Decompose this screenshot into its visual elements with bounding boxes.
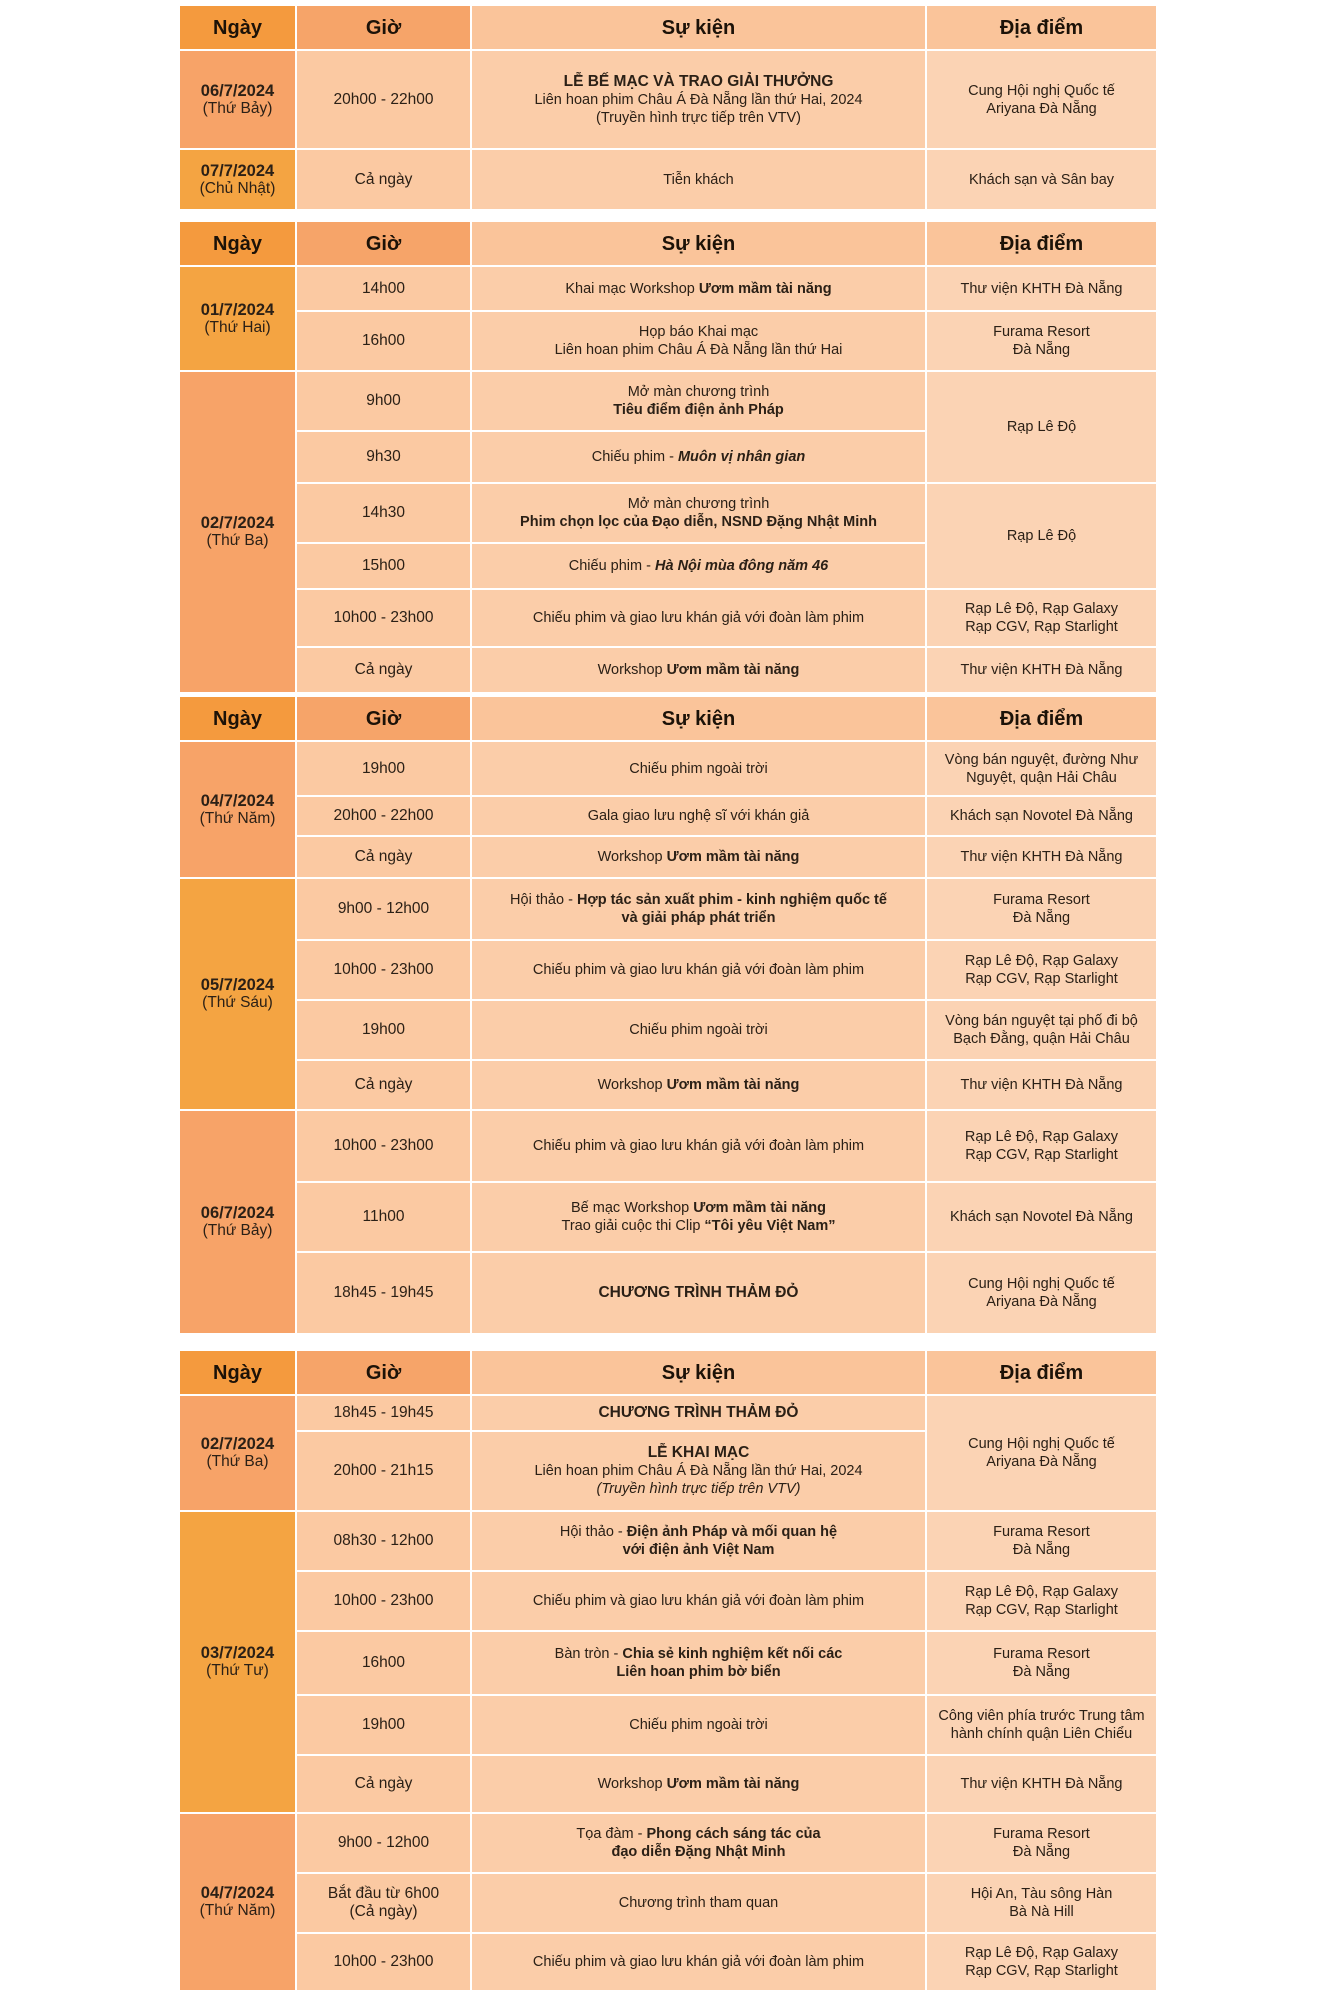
event-text: Liên hoan phim bờ biển <box>616 1664 781 1680</box>
time-cell: Bắt đầu từ 6h00 (Cả ngày) <box>296 1873 471 1933</box>
location-cell: Thư viện KHTH Đà Nẵng <box>926 266 1157 311</box>
header-time: Giờ <box>296 696 471 741</box>
time-cell: 11h00 <box>296 1182 471 1252</box>
event-text: Chiếu phim - <box>591 449 678 465</box>
time-cell: 9h00 - 12h00 <box>296 1813 471 1873</box>
event-line <box>478 609 919 627</box>
event-text: Chia sẻ kinh nghiệm kết nối các <box>622 1646 843 1662</box>
location-cell: Hội An, Tàu sông Hàn Bà Nà Hill <box>926 1873 1157 1933</box>
event-line <box>478 1894 919 1912</box>
location-cell: Thư viện KHTH Đà Nẵng <box>926 1060 1157 1110</box>
event-text: Tiêu điểm điện ảnh Pháp <box>613 402 784 418</box>
time-cell: 10h00 - 23h00 <box>296 1571 471 1631</box>
event-line <box>478 1137 919 1155</box>
table-row <box>179 1252 1157 1334</box>
time-cell: 19h00 <box>296 741 471 796</box>
event-text: Phim chọn lọc của Đạo diễn, NSND Đặng Nhật Minh <box>520 514 877 530</box>
day-cell <box>179 878 296 1110</box>
schedule-table <box>178 4 1158 211</box>
event-cell <box>471 1755 926 1813</box>
time-cell: 19h00 <box>296 1695 471 1755</box>
event-line <box>478 1404 919 1422</box>
event-cell <box>471 741 926 796</box>
day-cell <box>179 1395 296 1511</box>
table-row <box>179 1000 1157 1060</box>
time-cell: Cả ngày <box>296 836 471 878</box>
event-line <box>478 1480 919 1498</box>
event-line <box>478 280 919 298</box>
day-date: 06/7/2024 <box>200 1204 275 1222</box>
location-cell: Rạp Lê Độ, Rạp Galaxy Rạp CGV, Rạp Starlight <box>926 1571 1157 1631</box>
day-cell <box>179 371 296 693</box>
header-time: Giờ <box>296 221 471 266</box>
event-text: Bàn tròn - <box>554 1646 623 1662</box>
event-text: “Tôi yêu Việt Nam” <box>704 1218 836 1234</box>
table-row <box>179 741 1157 796</box>
event-cell <box>471 1631 926 1695</box>
event-text: Chiếu phim ngoài trời <box>629 1022 768 1038</box>
location-cell: Thư viện KHTH Đà Nẵng <box>926 647 1157 693</box>
event-line <box>478 1199 919 1217</box>
event-text: Chiếu phim - <box>568 558 655 574</box>
event-text: Liên hoan phim Châu Á Đà Nẵng lần thứ Hai <box>554 342 843 358</box>
table-row <box>179 371 1157 431</box>
day-weekday: (Thứ Năm) <box>199 809 276 827</box>
event-text: Chương trình tham quan <box>618 1895 779 1911</box>
location-cell: Rạp Lê Độ <box>926 483 1157 589</box>
table-row <box>179 1933 1157 1991</box>
location-cell: Cung Hội nghị Quốc tế Ariyana Đà Nẵng <box>926 1252 1157 1334</box>
event-cell <box>471 1431 926 1511</box>
time-cell: Cả ngày <box>296 647 471 693</box>
day-weekday: (Thứ Ba) <box>206 532 269 549</box>
location-cell: Vòng bán nguyệt tại phố đi bộ Bạch Đằng, quận Hải Châu <box>926 1000 1157 1060</box>
event-text: LỄ KHAI MẠC <box>647 1444 750 1461</box>
time-cell: 10h00 - 23h00 <box>296 1933 471 1991</box>
day-date: 02/7/2024 <box>200 514 275 532</box>
day-weekday: (Thứ Ba) <box>206 1453 269 1470</box>
event-cell <box>471 1511 926 1571</box>
event-cell <box>471 647 926 693</box>
location-cell: Cung Hội nghị Quốc tế Ariyana Đà Nẵng <box>926 1395 1157 1511</box>
table-header-row <box>179 696 1157 741</box>
location-cell: Furama Resort Đà Nẵng <box>926 1631 1157 1695</box>
header-location: Địa điểm <box>926 5 1157 50</box>
time-cell: Cả ngày <box>296 149 471 210</box>
event-line <box>478 448 919 466</box>
header-event: Sự kiện <box>471 696 926 741</box>
event-cell <box>471 1813 926 1873</box>
time-cell: 08h30 - 12h00 <box>296 1511 471 1571</box>
day-date: 05/7/2024 <box>200 976 275 994</box>
event-text: với điện ảnh Việt Nam <box>622 1542 775 1558</box>
event-text: Hợp tác sản xuất phim - kinh nghiệm quốc tế <box>576 892 887 908</box>
location-cell: Vòng bán nguyệt, đường Như Nguyệt, quận Hải Châu <box>926 741 1157 796</box>
event-text: Chiếu phim ngoài trời <box>629 760 768 777</box>
event-line <box>478 109 919 127</box>
event-line <box>478 1843 919 1861</box>
event-text: Hội thảo - <box>559 1524 627 1540</box>
event-line <box>478 961 919 979</box>
event-text: Chiếu phim và giao lưu khán giả với đoàn làm phim <box>532 1954 865 1970</box>
table-row <box>179 1110 1157 1182</box>
time-cell: 20h00 - 21h15 <box>296 1431 471 1511</box>
table-row <box>179 878 1157 940</box>
table-row <box>179 796 1157 836</box>
time-cell: 20h00 - 22h00 <box>296 796 471 836</box>
event-text: Khai mạc Workshop <box>565 280 699 297</box>
table-header-row <box>179 5 1157 50</box>
event-text: Tiễn khách <box>663 171 734 188</box>
event-line <box>478 1021 919 1039</box>
event-line <box>478 909 919 927</box>
event-line <box>478 661 919 679</box>
location-cell: Cung Hội nghị Quốc tế Ariyana Đà Nẵng <box>926 50 1157 149</box>
location-cell: Rạp Lê Độ, Rạp Galaxy Rạp CGV, Rạp Starlight <box>926 589 1157 647</box>
event-cell <box>471 1252 926 1334</box>
event-line <box>478 91 919 109</box>
day-date: 04/7/2024 <box>200 791 275 810</box>
location-cell: Công viên phía trước Trung tâm hành chính quận Liên Chiểu <box>926 1695 1157 1755</box>
day-weekday: (Thứ Hai) <box>204 318 271 336</box>
time-cell: 10h00 - 23h00 <box>296 1110 471 1182</box>
event-text: Chiếu phim và giao lưu khán giả với đoàn làm phim <box>532 1593 865 1609</box>
day-weekday: (Chủ Nhật) <box>199 179 276 197</box>
time-cell: 10h00 - 23h00 <box>296 589 471 647</box>
table-row <box>179 940 1157 1000</box>
event-line <box>478 557 919 575</box>
event-text: Ươm mầm tài năng <box>666 1776 800 1792</box>
event-line <box>478 1645 919 1663</box>
table-row <box>179 1695 1157 1755</box>
header-day: Ngày <box>179 221 296 266</box>
table-row <box>179 266 1157 311</box>
time-cell: Cả ngày <box>296 1060 471 1110</box>
day-weekday: (Thứ Sáu) <box>202 994 273 1011</box>
event-text: Tọa đàm - <box>576 1826 647 1842</box>
event-cell <box>471 1182 926 1252</box>
event-cell <box>471 940 926 1000</box>
header-event: Sự kiện <box>471 5 926 50</box>
event-cell <box>471 371 926 431</box>
day-date: 06/7/2024 <box>200 81 275 100</box>
table-row <box>179 1813 1157 1873</box>
table-row <box>179 1182 1157 1252</box>
event-text: Workshop <box>597 849 667 865</box>
event-text: Ươm mầm tài năng <box>666 1077 800 1093</box>
event-cell <box>471 1060 926 1110</box>
table-row <box>179 1060 1157 1110</box>
location-cell: Rạp Lê Độ, Rạp Galaxy Rạp CGV, Rạp Starlight <box>926 1110 1157 1182</box>
event-line <box>478 1217 919 1235</box>
event-cell <box>471 1695 926 1755</box>
location-cell: Khách sạn Novotel Đà Nẵng <box>926 1182 1157 1252</box>
time-cell: 9h00 <box>296 371 471 431</box>
event-cell <box>471 1933 926 1991</box>
event-line <box>478 341 919 359</box>
event-text: Workshop <box>597 662 667 678</box>
table-row <box>179 311 1157 371</box>
day-weekday: (Thứ Bảy) <box>202 1222 273 1239</box>
header-day: Ngày <box>179 5 296 50</box>
event-text: Chiếu phim ngoài trời <box>629 1717 768 1733</box>
day-weekday: (Thứ Năm) <box>199 1902 276 1919</box>
location-cell: Rạp Lê Độ, Rạp Galaxy Rạp CGV, Rạp Starlight <box>926 940 1157 1000</box>
location-cell: Furama Resort Đà Nẵng <box>926 1813 1157 1873</box>
event-line <box>478 1523 919 1541</box>
event-line <box>478 1716 919 1734</box>
header-location: Địa điểm <box>926 221 1157 266</box>
table-row <box>179 50 1157 149</box>
event-text: Ươm mầm tài năng <box>666 849 800 865</box>
time-cell: 16h00 <box>296 311 471 371</box>
event-text: (Truyền hình trực tiếp trên VTV) <box>596 1481 801 1497</box>
location-cell: Rạp Lê Độ <box>926 371 1157 483</box>
event-cell <box>471 589 926 647</box>
event-line <box>478 1592 919 1610</box>
event-line <box>478 891 919 909</box>
event-cell <box>471 266 926 311</box>
table-row <box>179 589 1157 647</box>
table-row <box>179 1395 1157 1431</box>
event-cell <box>471 311 926 371</box>
event-line <box>478 1076 919 1094</box>
event-text: Bế mạc Workshop <box>571 1200 694 1216</box>
table-row <box>179 1631 1157 1695</box>
event-text: Liên hoan phim Châu Á Đà Nẵng lần thứ Hai, 2024 <box>534 91 863 108</box>
header-event: Sự kiện <box>471 1350 926 1395</box>
event-text: Trao giải cuộc thi Clip <box>561 1218 705 1234</box>
event-text: Hội thảo - <box>510 892 577 908</box>
event-line <box>478 807 919 825</box>
event-line <box>478 73 919 91</box>
event-cell <box>471 50 926 149</box>
event-text: CHƯƠNG TRÌNH THẢM ĐỎ <box>598 1284 799 1301</box>
table-header-row <box>179 221 1157 266</box>
event-line <box>478 401 919 419</box>
event-line <box>478 495 919 513</box>
event-text: Workshop <box>597 1077 667 1093</box>
time-cell: Cả ngày <box>296 1755 471 1813</box>
event-text: LỄ BẾ MẠC VÀ TRAO GIẢI THƯỞNG <box>563 72 834 90</box>
location-cell: Khách sạn Novotel Đà Nẵng <box>926 796 1157 836</box>
table-row <box>179 149 1157 210</box>
event-text: Gala giao lưu nghệ sĩ với khán giả <box>587 808 810 824</box>
location-cell: Thư viện KHTH Đà Nẵng <box>926 836 1157 878</box>
header-event: Sự kiện <box>471 221 926 266</box>
location-cell: Furama Resort Đà Nẵng <box>926 311 1157 371</box>
time-cell: 15h00 <box>296 543 471 589</box>
event-line <box>478 513 919 531</box>
time-cell: 16h00 <box>296 1631 471 1695</box>
event-text: Mở màn chương trình <box>627 496 770 512</box>
location-cell: Rạp Lê Độ, Rạp Galaxy Rạp CGV, Rạp Starlight <box>926 1933 1157 1991</box>
table-row <box>179 836 1157 878</box>
event-text: Chiếu phim và giao lưu khán giả với đoàn làm phim <box>532 610 865 626</box>
table-row <box>179 483 1157 543</box>
header-day: Ngày <box>179 1350 296 1395</box>
event-text: Họp báo Khai mạc <box>638 324 759 340</box>
header-time: Giờ <box>296 1350 471 1395</box>
time-cell: 10h00 - 23h00 <box>296 940 471 1000</box>
day-date: 04/7/2024 <box>200 1884 275 1902</box>
event-line <box>478 1953 919 1971</box>
time-cell: 19h00 <box>296 1000 471 1060</box>
day-cell <box>179 741 296 878</box>
event-text: Workshop <box>597 1776 667 1792</box>
event-line <box>478 171 919 189</box>
schedule-table <box>178 695 1158 1335</box>
event-line <box>478 383 919 401</box>
day-weekday: (Thứ Tư) <box>206 1662 269 1679</box>
event-text: Điện ảnh Pháp và mối quan hệ <box>626 1524 838 1540</box>
time-cell: 18h45 - 19h45 <box>296 1252 471 1334</box>
time-cell: 18h45 - 19h45 <box>296 1395 471 1431</box>
event-text: Chiếu phim và giao lưu khán giả với đoàn làm phim <box>532 962 865 978</box>
event-cell <box>471 1000 926 1060</box>
event-text: Chiếu phim và giao lưu khán giả với đoàn làm phim <box>532 1138 865 1154</box>
time-cell: 9h30 <box>296 431 471 483</box>
event-line <box>478 1541 919 1559</box>
event-cell <box>471 878 926 940</box>
event-line <box>478 1825 919 1843</box>
event-cell <box>471 1110 926 1182</box>
event-line <box>478 1663 919 1681</box>
day-date: 02/7/2024 <box>200 1435 275 1453</box>
event-cell <box>471 543 926 589</box>
header-location: Địa điểm <box>926 1350 1157 1395</box>
location-cell: Khách sạn và Sân bay <box>926 149 1157 210</box>
schedule-table <box>178 1349 1158 1992</box>
table-row <box>179 1755 1157 1813</box>
event-text: Muôn vị nhân gian <box>677 449 806 465</box>
day-cell <box>179 266 296 371</box>
day-cell <box>179 50 296 149</box>
header-day: Ngày <box>179 696 296 741</box>
day-date: 03/7/2024 <box>200 1644 275 1662</box>
time-cell: 14h00 <box>296 266 471 311</box>
day-cell <box>179 1813 296 1991</box>
table-header-row <box>179 1350 1157 1395</box>
table-row <box>179 1511 1157 1571</box>
event-cell <box>471 1571 926 1631</box>
event-text: Phong cách sáng tác của <box>646 1826 821 1842</box>
table-row <box>179 647 1157 693</box>
event-line <box>478 1775 919 1793</box>
event-line <box>478 1444 919 1462</box>
location-cell: Furama Resort Đà Nẵng <box>926 878 1157 940</box>
time-cell: 20h00 - 22h00 <box>296 50 471 149</box>
event-text: Liên hoan phim Châu Á Đà Nẵng lần thứ Hai, 2024 <box>534 1463 863 1479</box>
event-cell <box>471 149 926 210</box>
event-cell <box>471 836 926 878</box>
event-line <box>478 1462 919 1480</box>
time-cell: 9h00 - 12h00 <box>296 878 471 940</box>
event-cell <box>471 483 926 543</box>
event-text: Ươm mầm tài năng <box>666 662 800 678</box>
event-cell <box>471 1395 926 1431</box>
event-text: đạo diễn Đặng Nhật Minh <box>611 1844 786 1860</box>
event-cell <box>471 431 926 483</box>
event-text: và giải pháp phát triển <box>621 910 776 926</box>
table-row <box>179 1873 1157 1933</box>
event-text: Ươm mầm tài năng <box>698 280 832 297</box>
day-cell <box>179 1110 296 1334</box>
day-date: 01/7/2024 <box>200 300 275 319</box>
header-location: Địa điểm <box>926 696 1157 741</box>
event-line <box>478 848 919 866</box>
day-weekday: (Thứ Bảy) <box>202 99 273 117</box>
day-date: 07/7/2024 <box>200 161 275 180</box>
event-text: (Truyền hình trực tiếp trên VTV) <box>596 109 801 126</box>
event-line <box>478 323 919 341</box>
day-cell <box>179 1511 296 1813</box>
event-text: Mở màn chương trình <box>627 384 770 400</box>
location-cell: Thư viện KHTH Đà Nẵng <box>926 1755 1157 1813</box>
event-text: CHƯƠNG TRÌNH THẢM ĐỎ <box>598 1404 799 1421</box>
time-cell: 14h30 <box>296 483 471 543</box>
event-line <box>478 1284 919 1302</box>
day-cell <box>179 149 296 210</box>
location-cell: Furama Resort Đà Nẵng <box>926 1511 1157 1571</box>
table-row <box>179 1571 1157 1631</box>
event-text: Ươm mầm tài năng <box>693 1200 826 1216</box>
event-line <box>478 760 919 778</box>
header-time: Giờ <box>296 5 471 50</box>
event-text: Hà Nội mùa đông năm 46 <box>655 558 829 574</box>
event-cell <box>471 796 926 836</box>
event-cell <box>471 1873 926 1933</box>
schedule-table <box>178 220 1158 694</box>
